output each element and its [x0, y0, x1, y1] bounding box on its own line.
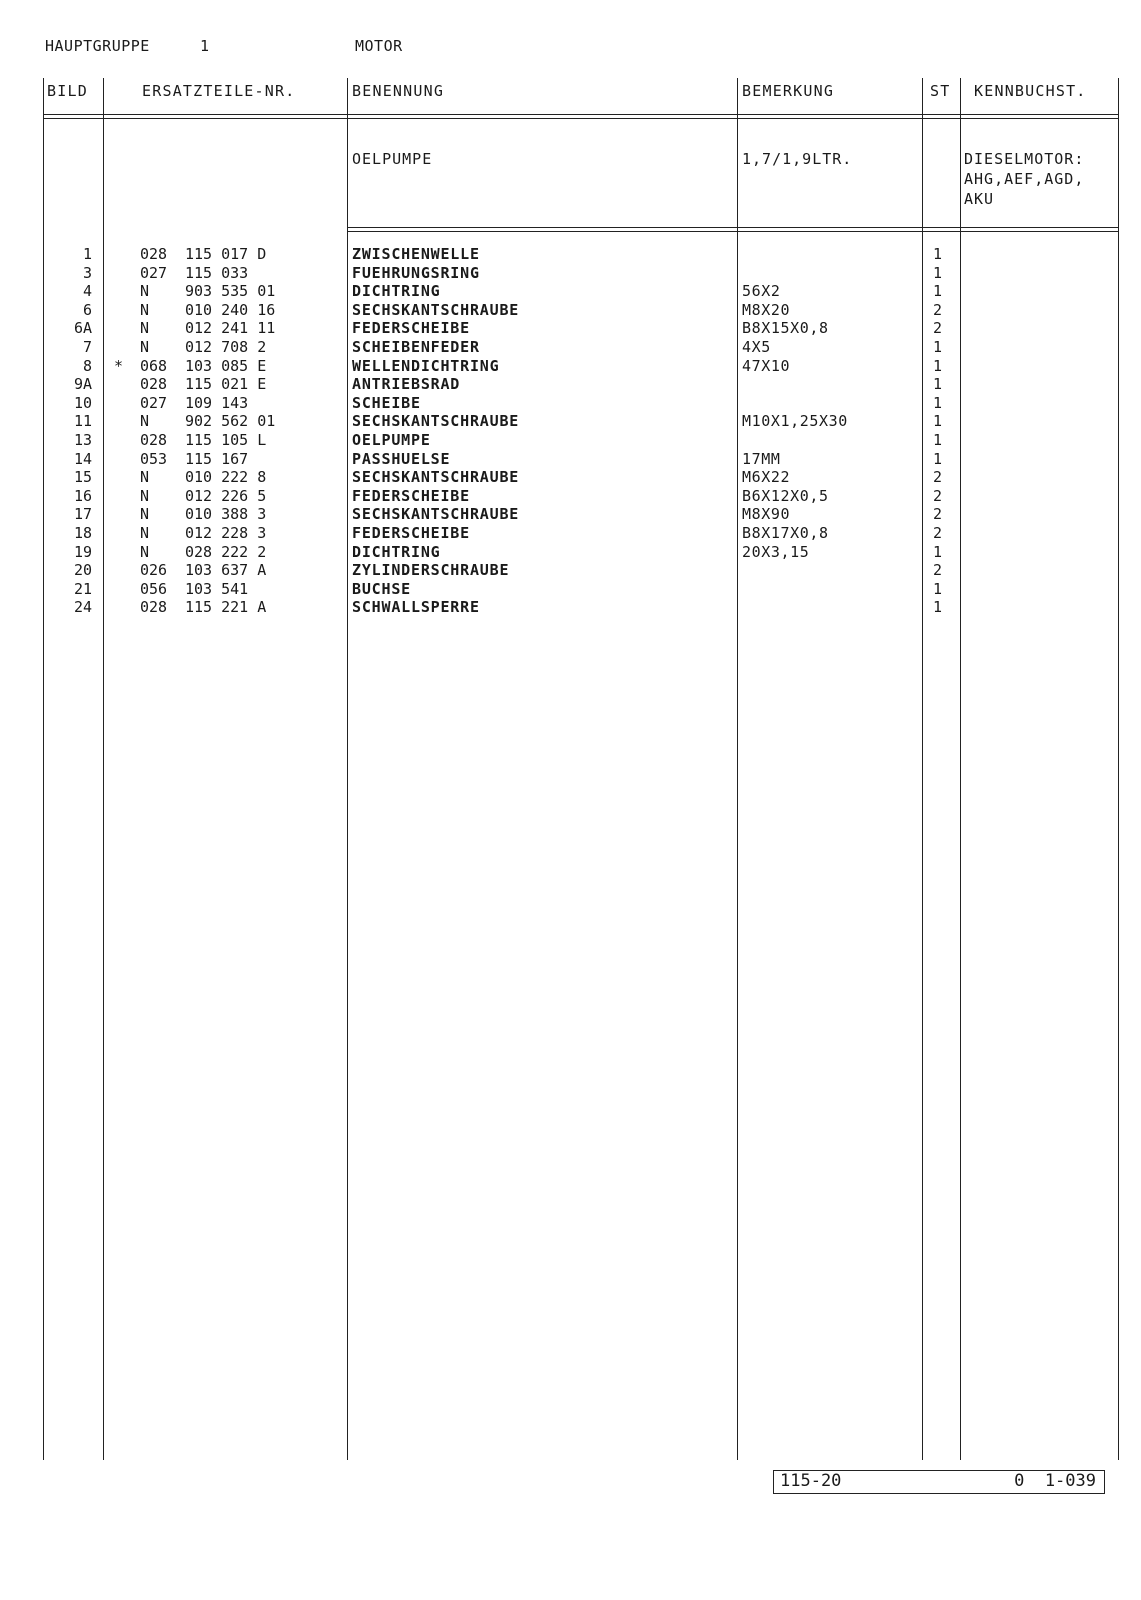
part-name: ANTRIEBSRAD [352, 375, 461, 394]
part-name: FEDERSCHEIBE [352, 524, 470, 542]
bild-number: 4 [82, 282, 92, 301]
part-name: OELPUMPE [352, 431, 431, 449]
part-number: 115 021 E [185, 375, 267, 394]
quantity: 2 [932, 486, 942, 505]
quantity: 2 [932, 319, 942, 338]
table-row [0, 561, 1141, 580]
bild-number: 6A [73, 319, 92, 338]
quantity: 1 [932, 449, 942, 468]
part-number: 109 143 [185, 393, 249, 412]
group-label: HAUPTGRUPPE [45, 37, 150, 55]
part-number-prefix: 027 [140, 263, 168, 282]
group-header-benennung: OELPUMPE [352, 150, 433, 168]
part-number: 103 085 E [185, 356, 267, 375]
part-number: 012 228 3 [185, 524, 267, 542]
part-number: 115 033 [185, 263, 249, 282]
table-row [0, 431, 1141, 450]
table-row [0, 543, 1141, 562]
quantity: 2 [932, 561, 942, 580]
quantity: 1 [932, 393, 942, 412]
part-remark: M10X1,25X30 [742, 412, 848, 431]
table-row [0, 245, 1141, 264]
page-reference-box [773, 1470, 1105, 1494]
part-remark: B8X17X0,8 [742, 524, 829, 542]
part-name: WELLENDICHTRING [352, 356, 500, 375]
quantity: 2 [932, 524, 942, 542]
part-remark: 17MM [742, 449, 781, 468]
bild-number: 14 [73, 449, 92, 468]
part-name: FUEHRUNGSRING [352, 263, 480, 282]
quantity: 1 [932, 598, 942, 617]
table-row [0, 487, 1141, 506]
quantity: 2 [932, 468, 942, 487]
part-number: 010 222 8 [185, 468, 267, 487]
part-name: SCHWALLSPERRE [352, 598, 480, 617]
group-header-kennbuchst-1: DIESELMOTOR: [964, 150, 1085, 168]
part-name: DICHTRING [352, 542, 441, 561]
part-name: FEDERSCHEIBE [352, 319, 470, 338]
part-number-prefix: N [140, 524, 150, 542]
table-row [0, 394, 1141, 413]
part-number-prefix: N [140, 468, 150, 487]
part-number: 012 241 11 [185, 319, 276, 338]
part-number-prefix: 028 [140, 598, 168, 617]
bild-number: 16 [73, 486, 92, 505]
part-remark: B8X15X0,8 [742, 319, 829, 338]
part-remark: 20X3,15 [742, 542, 810, 561]
part-name: BUCHSE [352, 579, 411, 598]
group-separator [347, 227, 1119, 232]
part-number-prefix: 026 [140, 561, 168, 580]
part-remark: 56X2 [742, 282, 781, 301]
table-row [0, 524, 1141, 543]
quantity: 2 [932, 505, 942, 524]
bild-number: 10 [73, 393, 92, 412]
part-name: SCHEIBENFEDER [352, 338, 480, 356]
part-name: SECHSKANTSCHRAUBE [352, 505, 520, 524]
quantity: 1 [932, 263, 942, 282]
bild-number: 7 [82, 338, 92, 356]
part-number-prefix: N [140, 505, 150, 524]
group-number: 1 [200, 37, 210, 55]
bild-number: 18 [73, 524, 92, 542]
bild-number: 21 [73, 579, 92, 598]
part-number: 012 708 2 [185, 338, 267, 356]
table-row [0, 505, 1141, 524]
part-name: ZWISCHENWELLE [352, 245, 480, 263]
header-st: ST [930, 82, 951, 100]
part-name: SCHEIBE [352, 393, 421, 412]
bild-number: 6 [82, 300, 92, 319]
part-number-prefix: 028 [140, 375, 168, 394]
header-separator [43, 114, 1119, 119]
bild-number: 1 [82, 245, 92, 263]
table-row [0, 598, 1141, 617]
bild-number: 13 [73, 431, 92, 449]
part-number: 103 637 A [185, 561, 267, 580]
part-number-prefix: N [140, 319, 150, 338]
bild-number: 11 [73, 412, 92, 431]
table-row [0, 319, 1141, 338]
part-number-prefix: 028 [140, 245, 168, 263]
group-header-bemerkung: 1,7/1,9LTR. [742, 150, 853, 168]
quantity: 1 [932, 375, 942, 394]
part-number: 115 105 L [185, 431, 267, 449]
part-number-prefix: 056 [140, 579, 168, 598]
table-row [0, 357, 1141, 376]
part-number: 115 221 A [185, 598, 267, 617]
new-part-marker: * [114, 356, 124, 375]
quantity: 1 [932, 579, 942, 598]
part-number: 010 388 3 [185, 505, 267, 524]
header-ersatzteile-nr: ERSATZTEILE-NR. [142, 82, 296, 100]
header-bemerkung: BEMERKUNG [742, 82, 835, 100]
part-remark: M6X22 [742, 468, 791, 487]
part-number: 103 541 [185, 579, 249, 598]
quantity: 1 [932, 282, 942, 301]
bild-number: 8 [82, 356, 92, 375]
part-number-prefix: 068 [140, 356, 168, 375]
part-name: SECHSKANTSCHRAUBE [352, 300, 520, 319]
footer-section-code: 115-20 [780, 1471, 842, 1491]
part-name: SECHSKANTSCHRAUBE [352, 468, 520, 487]
header-bild: BILD [47, 82, 88, 100]
table-row [0, 264, 1141, 283]
bild-number: 9A [73, 375, 92, 394]
table-row [0, 375, 1141, 394]
table-row [0, 468, 1141, 487]
quantity: 1 [932, 412, 942, 431]
part-number: 902 562 01 [185, 412, 276, 431]
part-number-prefix: N [140, 338, 150, 356]
part-number-prefix: N [140, 412, 150, 431]
quantity: 1 [932, 245, 942, 263]
header-kennbuchst: KENNBUCHST. [974, 82, 1087, 100]
part-number: 010 240 16 [185, 300, 276, 319]
part-number: 903 535 01 [185, 282, 276, 301]
part-remark: B6X12X0,5 [742, 486, 829, 505]
header-benennung: BENENNUNG [352, 82, 445, 100]
part-number-prefix: N [140, 542, 150, 561]
table-row [0, 282, 1141, 301]
part-remark: M8X90 [742, 505, 791, 524]
part-name: DICHTRING [352, 282, 441, 301]
part-number-prefix: N [140, 486, 150, 505]
part-number-prefix: 028 [140, 431, 168, 449]
part-number-prefix: N [140, 282, 150, 301]
part-remark: 4X5 [742, 338, 771, 356]
table-row [0, 301, 1141, 320]
part-remark: 47X10 [742, 356, 791, 375]
group-header-kennbuchst-3: AKU [964, 190, 995, 208]
part-name: ZYLINDERSCHRAUBE [352, 561, 510, 580]
table-row [0, 580, 1141, 599]
table-row [0, 412, 1141, 431]
bild-number: 15 [73, 468, 92, 487]
part-name: FEDERSCHEIBE [352, 486, 470, 505]
table-row [0, 450, 1141, 469]
part-number-prefix: N [140, 300, 150, 319]
footer-page-number: 0 1-039 [1014, 1471, 1096, 1491]
bild-number: 20 [73, 561, 92, 580]
part-number: 012 226 5 [185, 486, 267, 505]
bild-number: 3 [82, 263, 92, 282]
quantity: 1 [932, 542, 942, 561]
part-name: SECHSKANTSCHRAUBE [352, 412, 520, 431]
part-remark: M8X20 [742, 300, 791, 319]
bild-number: 17 [73, 505, 92, 524]
quantity: 1 [932, 431, 942, 449]
quantity: 2 [932, 300, 942, 319]
part-number-prefix: 053 [140, 449, 168, 468]
quantity: 1 [932, 356, 942, 375]
table-row [0, 338, 1141, 357]
bild-number: 24 [73, 598, 92, 617]
part-name: PASSHUELSE [352, 449, 451, 468]
group-name: MOTOR [355, 37, 403, 55]
quantity: 1 [932, 338, 942, 356]
part-number: 115 017 D [185, 245, 267, 263]
part-number: 028 222 2 [185, 542, 267, 561]
bild-number: 19 [73, 542, 92, 561]
group-header-kennbuchst-2: AHG,AEF,AGD, [964, 170, 1085, 188]
part-number: 115 167 [185, 449, 249, 468]
part-number-prefix: 027 [140, 393, 168, 412]
